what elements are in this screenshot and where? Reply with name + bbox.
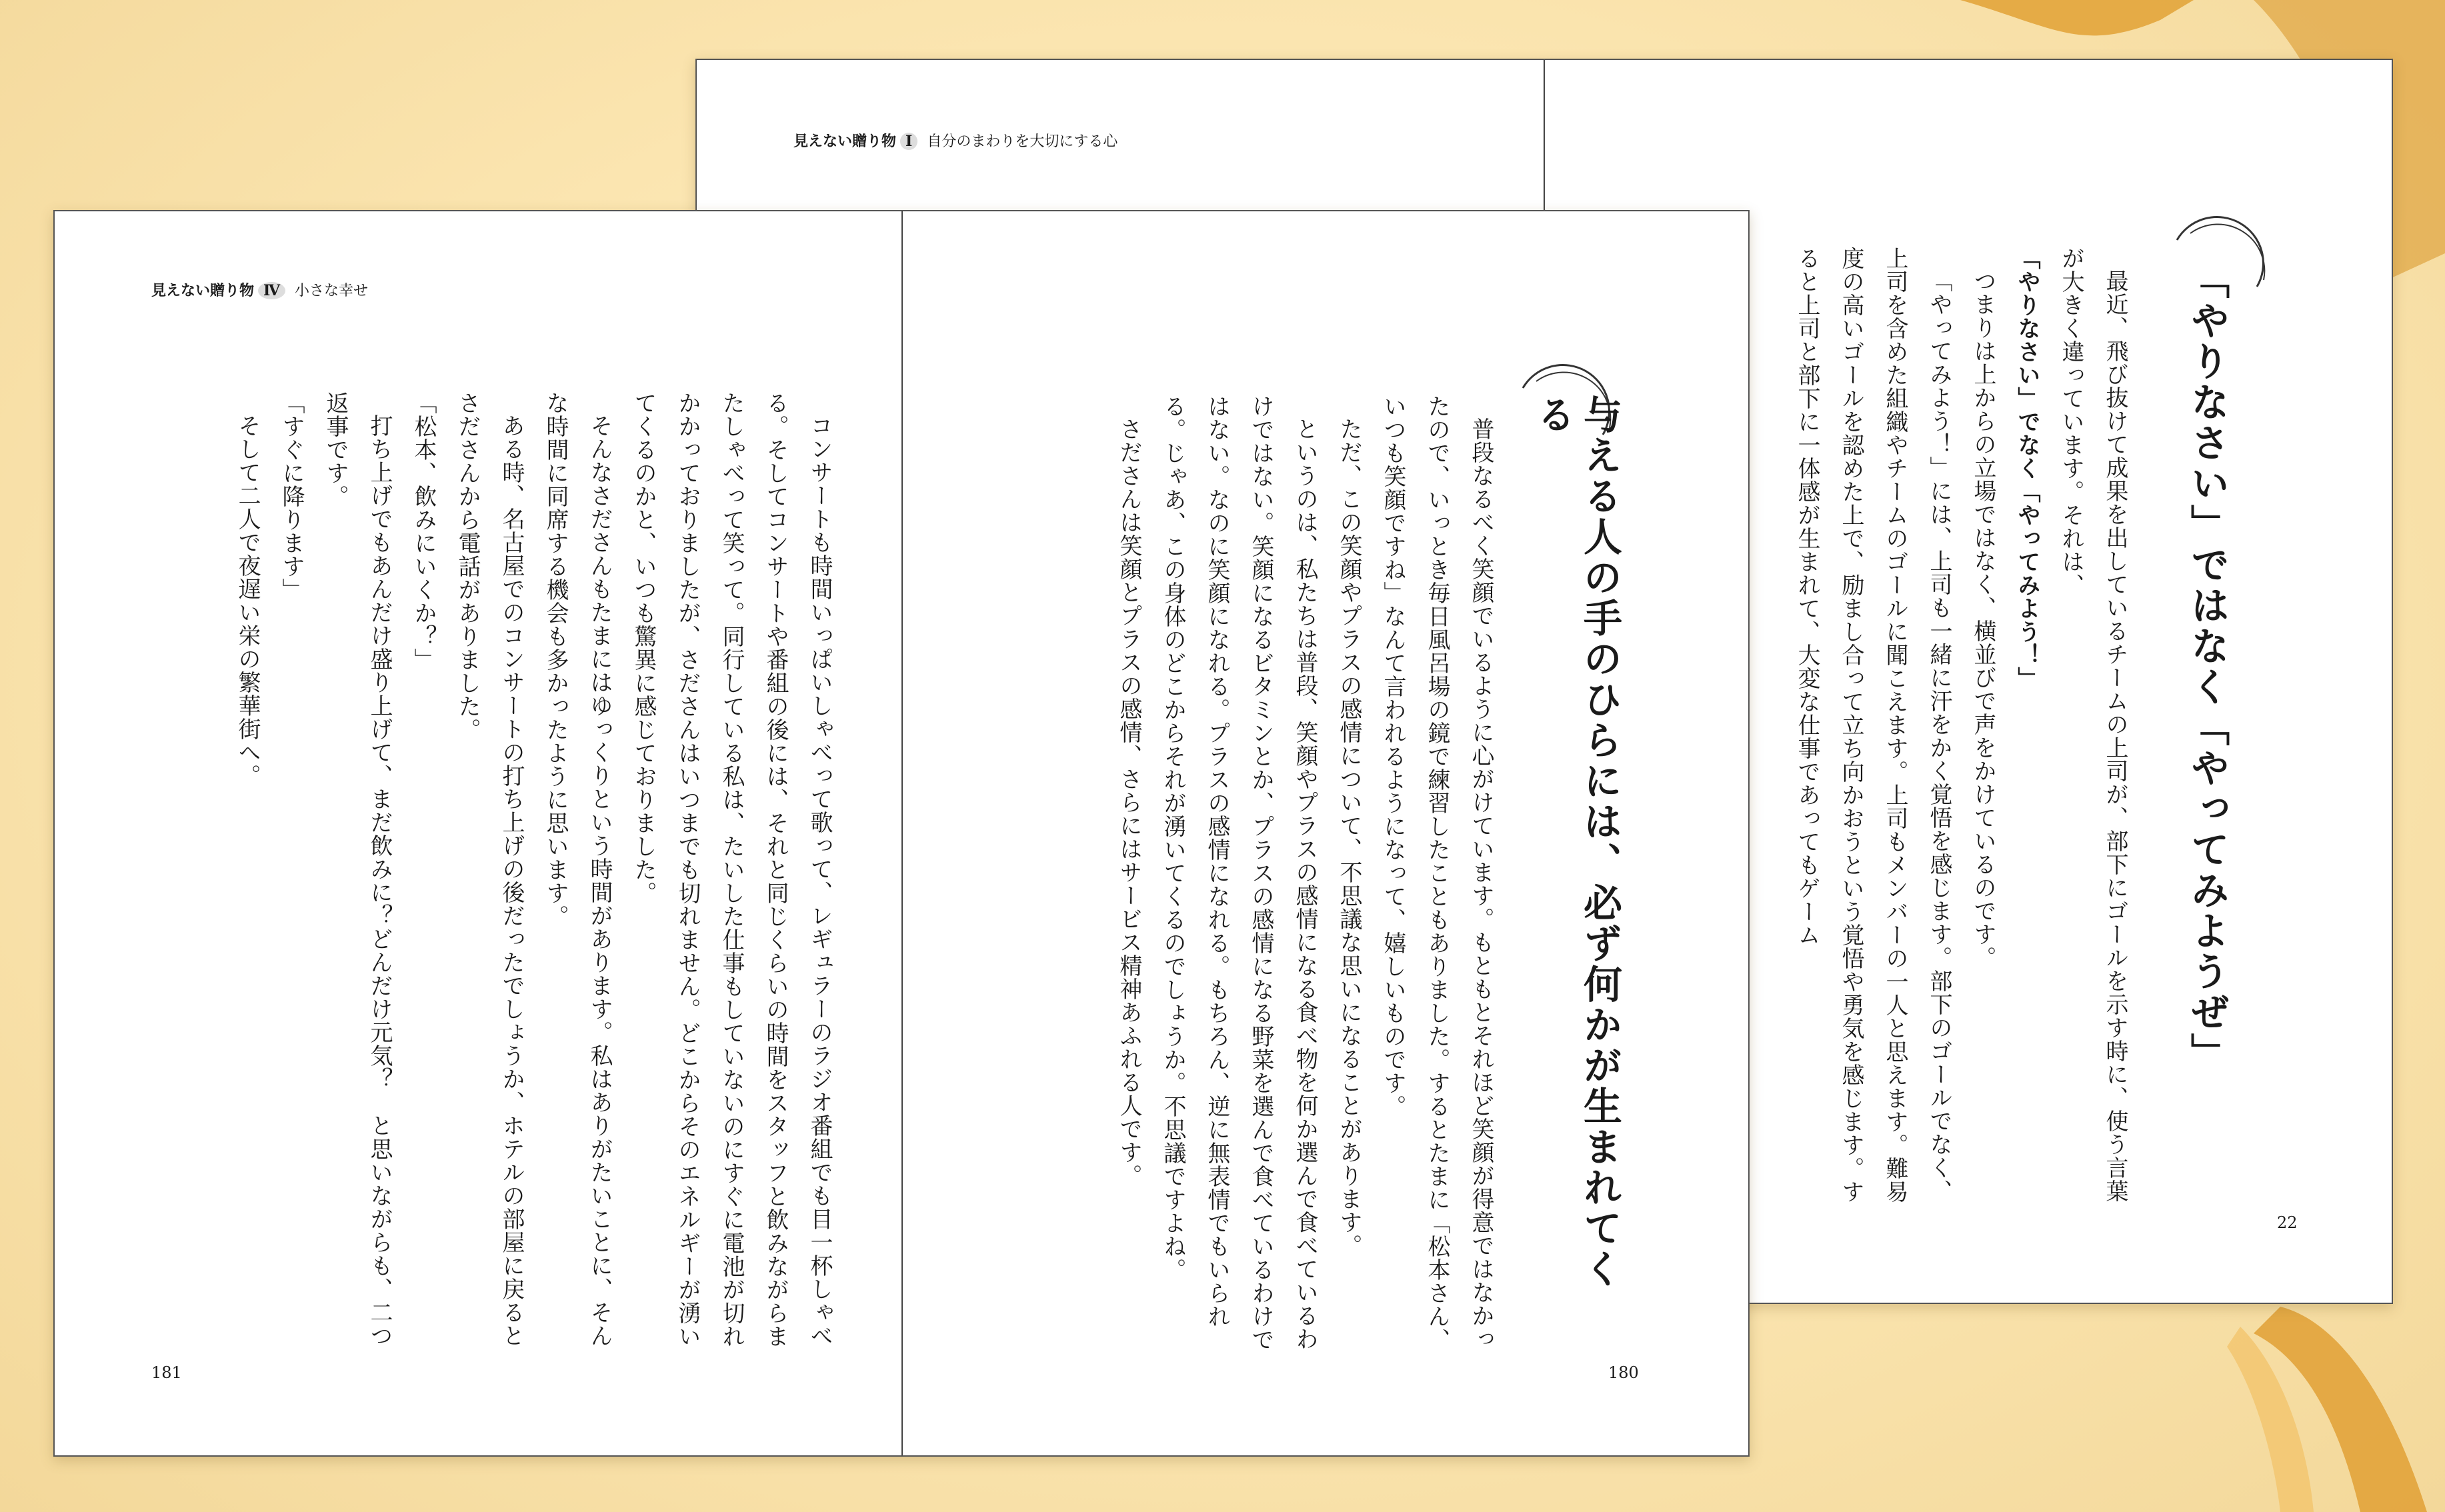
back-section-title: 「やりなさい」ではなく「やってみようぜ」: [2184, 260, 2230, 1073]
body-paragraph: 普段なるべく笑顔でいるように心がけています。もともとそれほど笑顔が得意ではなかったので、いっとき毎日風呂場の鏡で練習したこともありました。するとたまに「松本さん、いつも笑顔ですね」なんて言われるようになって、嬉しいものです。: [1380, 395, 1494, 1351]
body-paragraph: というのは、私たちは普段、笑顔やプラスの感情になる食べ物を何か選んで食べているわけではない。笑顔になるビタミンとか、プラスの感情になる野菜を選んで食べているわけではない。なのに笑顔になれる。プラスの感情になれる。もちろん、逆に無表情でもいられる。じゃあ、この身体のどこからそれが湧いてくるのでしょうか。不思議ですよね。: [1159, 395, 1318, 1351]
body-paragraph: 打ち上げでもあんだけ盛り上げて、まだ飲みに？どんだけ元気？ と思いながらも、二つ返事です。: [322, 391, 393, 1347]
book-title: 見えない贈り物: [151, 283, 255, 299]
back-running-header: [793, 130, 1117, 151]
body-paragraph: ただ、この笑顔やプラスの感情について、不思議な思いになることがあります。: [1336, 417, 1362, 1257]
body-paragraph: そんなさださんもたまにはゆっくりという時間があります。私はありがたいことに、そんな時間に同席する機会も多かったように思います。: [542, 391, 613, 1347]
chapter-title: 自分のまわりを大切にする心: [927, 133, 1118, 150]
page-number: 180: [1608, 1363, 1639, 1382]
part-numeral: Ⅳ: [258, 282, 285, 299]
chapter-title: 小さな幸せ: [294, 283, 368, 299]
left-body-text: [148, 391, 841, 1351]
front-spread: [53, 210, 1750, 1457]
front-section-title: 与える人の手のひらには、必ず何かが生まれてくる: [1530, 395, 1622, 1289]
body-paragraph: コンサートも時間いっぱいしゃべって歌って、レギュラーのラジオ番組でも目一杯しゃべる。そしてコンサートや番組の後には、それと同じくらいの時間をスタッフと飲みながらまたしゃべって笑って。同行している私は、たいした仕事もしていないのにすぐに電池が切れかかっておりましたが、さださんはいつまでも切れません。どこからそのエネルギーが湧いてくるのかと、いつも驚異に感じておりました。: [630, 391, 833, 1348]
body-paragraph: 「やってみよう！」には、上司も一緒に汗をかく覚悟を感じます。部下のゴールでなく、上司を含めた組織やチームのゴールに聞こえます。上司もメンバーの一人と思えます。難易度の高いゴールを認めた上で、励まし合って立ち向かおうという覚悟や勇気を感じます。すると上司と部下に一体感が生まれて、大変な仕事であってもゲーム: [1794, 247, 1952, 1203]
right-body-text: [1009, 395, 1503, 1355]
body-paragraph: ある時、名古屋でのコンサートの打ち上げの後だったでしょうか、ホテルの部屋に戻るとさださんから電話がありました。: [454, 391, 525, 1347]
back-body-text: [1764, 247, 2137, 1207]
body-paragraph: そして二人で夜遅い栄の繁華街へ。: [234, 414, 261, 787]
body-paragraph: つまりは上からの立場ではなく、横並びで声をかけているのです。: [1970, 269, 1996, 969]
right-page: [903, 211, 1748, 1455]
page-number: 22: [2277, 1213, 2298, 1232]
left-running-header: [151, 279, 368, 300]
left-page: [55, 211, 901, 1455]
page-number: 181: [151, 1363, 182, 1382]
body-paragraph: さださんは笑顔とプラスの感情、さらにはサービス精神あふれる人です。: [1115, 417, 1142, 1187]
body-paragraph: 最近、飛び抜けて成果を出しているチームの上司が、部下にゴールを示す時に、使う言葉が大きく違っています。それは、: [2058, 247, 2128, 1203]
dialogue-line: 「すぐに降ります」: [278, 391, 305, 601]
body-emphasis: 「やりなさい」でなく「やってみよう！」: [2014, 247, 2040, 690]
part-numeral: Ⅰ: [900, 133, 917, 150]
book-title: 見えない贈り物: [793, 133, 897, 150]
dialogue-line: 「松本、飲みにいくか？」: [410, 391, 437, 671]
